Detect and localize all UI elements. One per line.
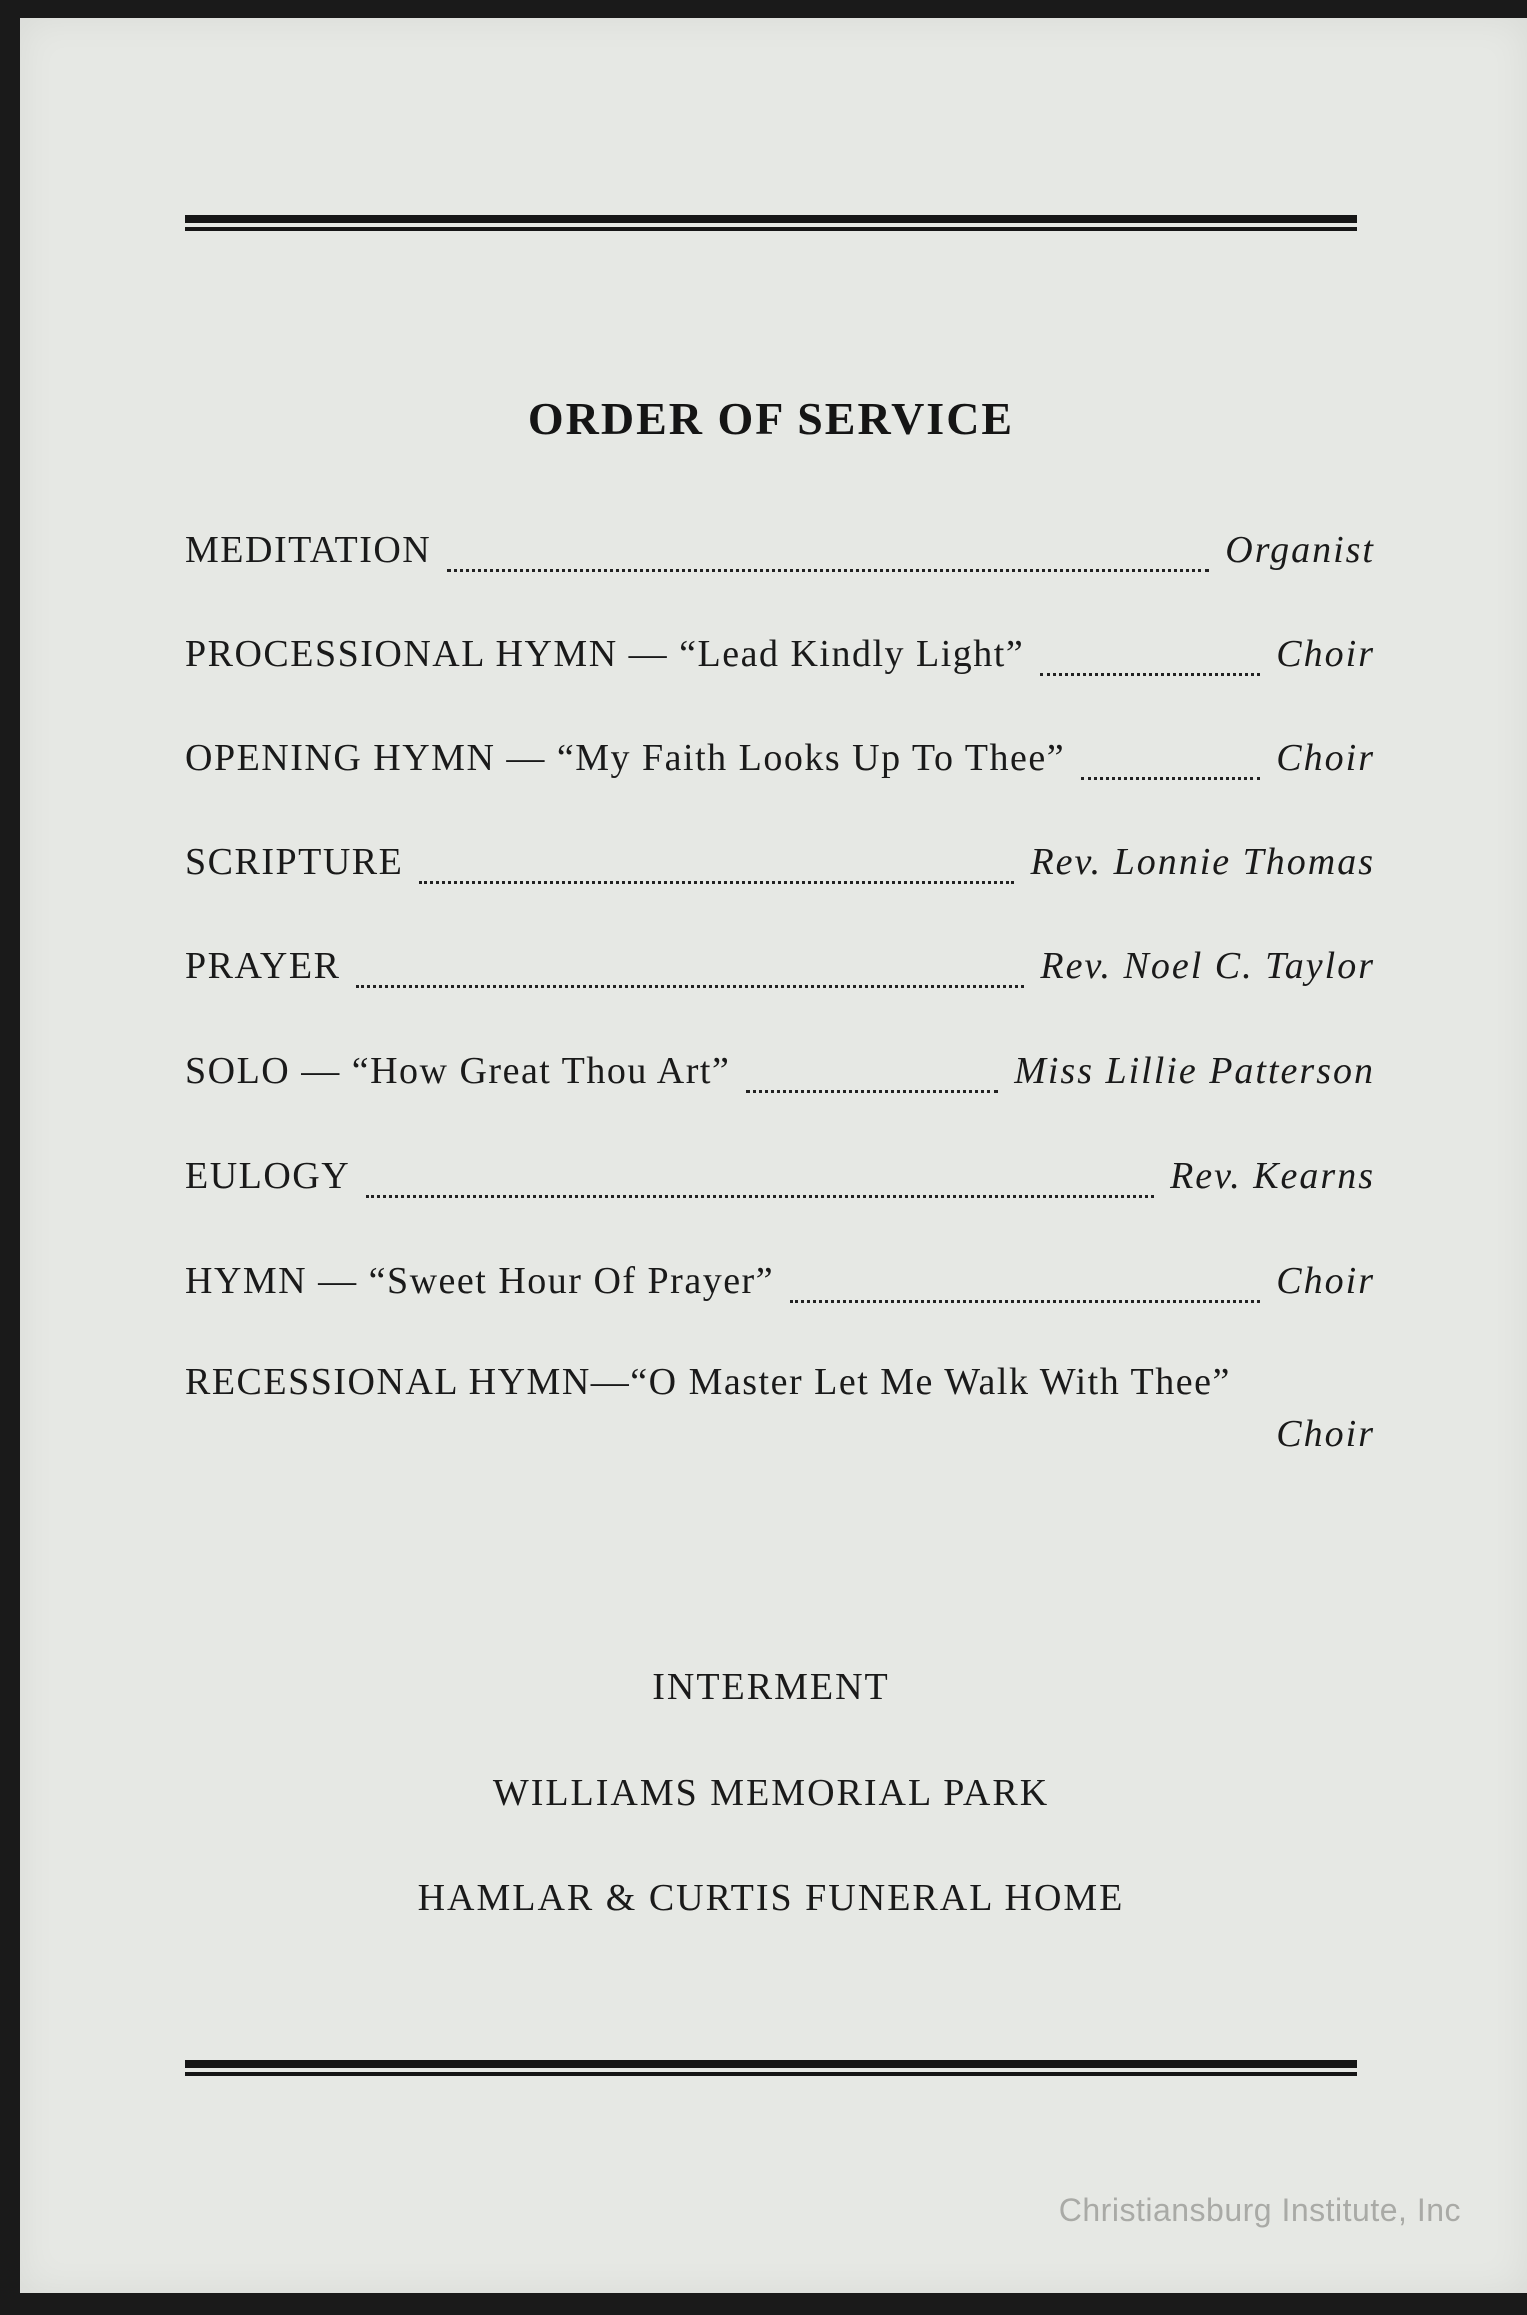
dot-leader: [1081, 777, 1260, 780]
dot-leader: [366, 1195, 1154, 1198]
dot-leader: [790, 1300, 1260, 1303]
top-double-rule: [185, 215, 1357, 233]
dot-leader: [447, 569, 1209, 572]
program-item-performer: Rev. Kearns: [1170, 1155, 1375, 1197]
interment-heading: INTERMENT: [652, 1666, 890, 1708]
program-item-performer: Rev. Lonnie Thomas: [1030, 841, 1375, 883]
dot-leader: [1040, 673, 1260, 676]
watermark: Christiansburg Institute, Inc: [1058, 2192, 1461, 2228]
program-item-performer: Miss Lillie Patterson: [1014, 1050, 1375, 1092]
program-item-performer: Choir: [1276, 1413, 1375, 1455]
program-item-label: PROCESSIONAL HYMN — “Lead Kindly Light”: [185, 633, 1025, 675]
program-item-performer: Organist: [1225, 529, 1375, 571]
program-item-performer: Choir: [1276, 737, 1375, 779]
cemetery-name: WILLIAMS MEMORIAL PARK: [492, 1772, 1050, 1814]
program-item-performer: Rev. Noel C. Taylor: [1040, 945, 1375, 987]
program-item-label: RECESSIONAL HYMN—“O Master Let Me Walk With Thee”: [185, 1361, 1231, 1403]
dot-leader: [746, 1090, 998, 1093]
program-item-hymn: [185, 1259, 1375, 1319]
program-item-label: MEDITATION: [185, 529, 432, 571]
program-item-opening-hymn: [185, 736, 1375, 796]
program-item-solo: [185, 1049, 1375, 1109]
program-item-label: SOLO — “How Great Thou Art”: [185, 1050, 731, 1092]
program-item-label: HYMN — “Sweet Hour Of Prayer”: [185, 1260, 775, 1302]
dot-leader: [356, 985, 1024, 988]
program-item-eulogy: [185, 1154, 1375, 1214]
program-item-recessional-hymn: [185, 1360, 1375, 1456]
program-item-label: PRAYER: [185, 945, 341, 987]
program-item-label: EULOGY: [185, 1155, 351, 1197]
program-item-label: OPENING HYMN — “My Faith Looks Up To Thee”: [185, 737, 1066, 779]
dot-leader: [419, 881, 1014, 884]
funeral-home-name: HAMLAR & CURTIS FUNERAL HOME: [417, 1877, 1125, 1919]
program-item-performer: Choir: [1276, 1260, 1375, 1302]
program-item-scripture: [185, 840, 1375, 900]
program-item-processional-hymn: [185, 632, 1375, 692]
program-item-prayer: [185, 944, 1375, 1004]
program-item-label: SCRIPTURE: [185, 841, 404, 883]
program-item-performer: Choir: [1276, 633, 1375, 675]
program-item-meditation: [185, 528, 1375, 588]
page-title: ORDER OF SERVICE: [527, 393, 1015, 444]
bottom-double-rule: [185, 2060, 1357, 2078]
